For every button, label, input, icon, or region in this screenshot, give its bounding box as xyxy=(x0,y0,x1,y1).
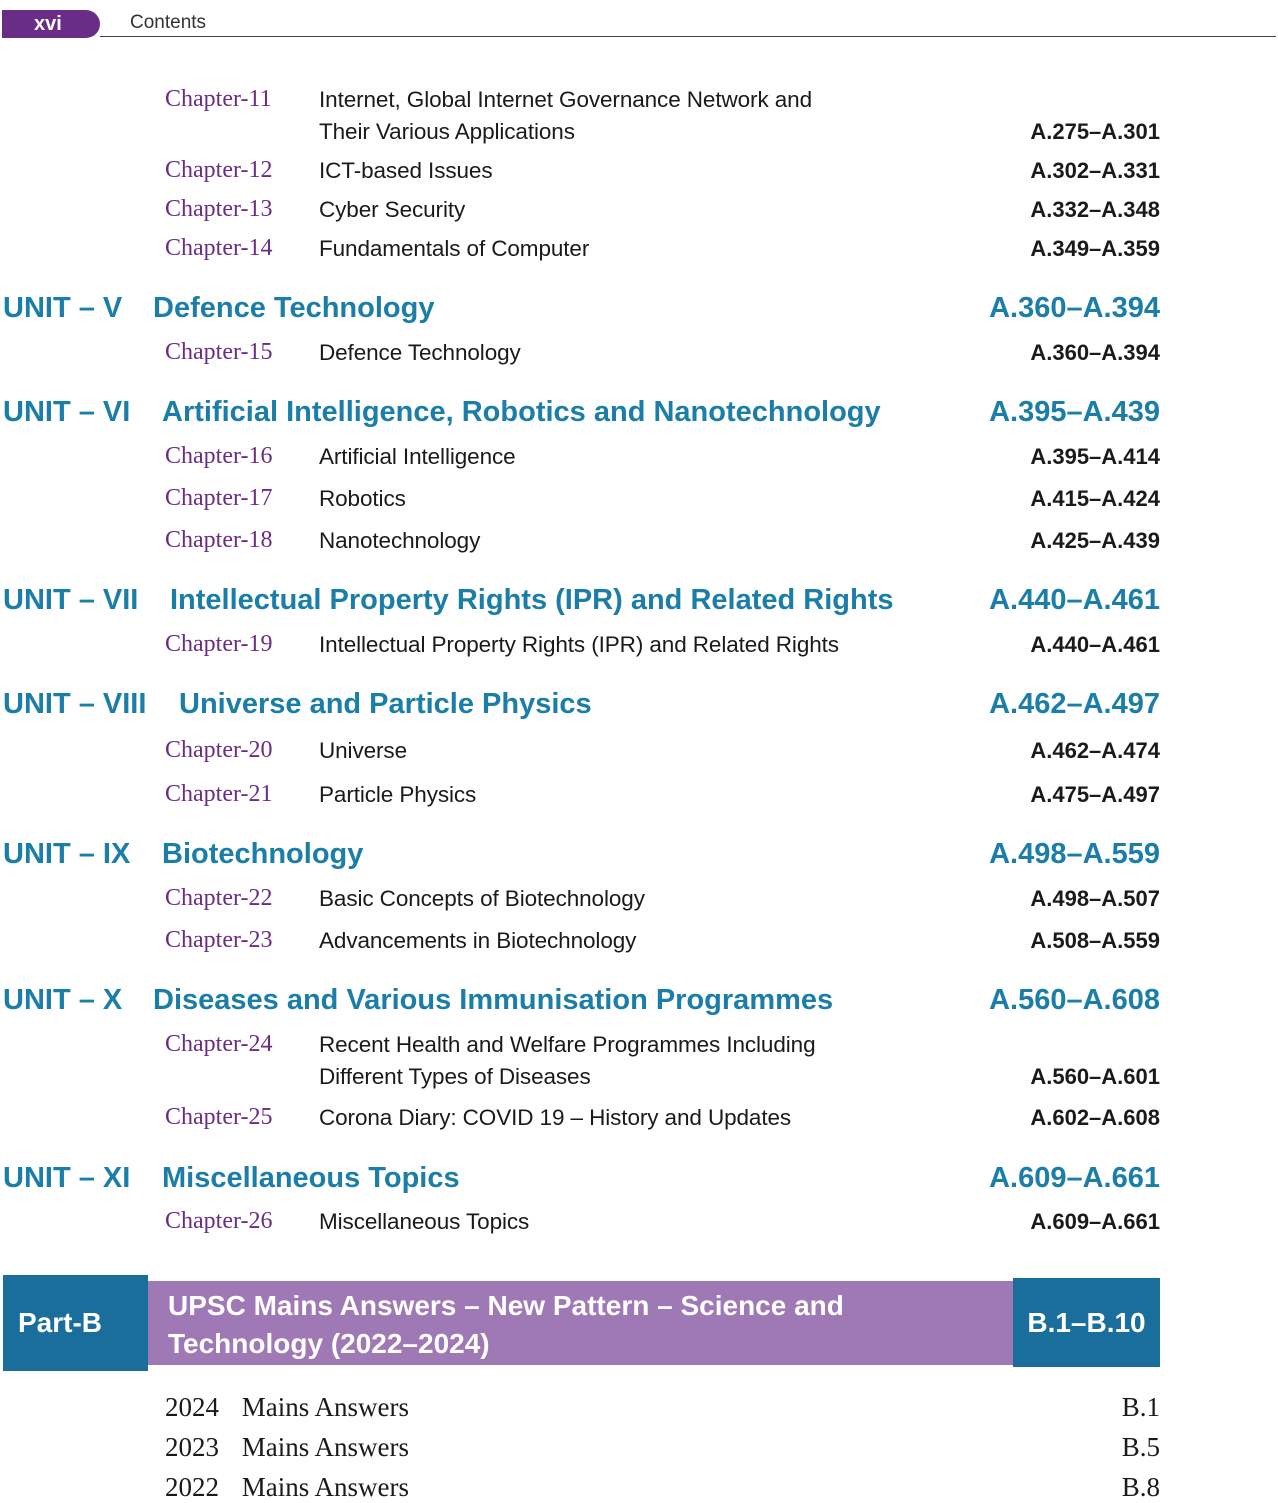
part-b-title-line: Technology (2022–2024) xyxy=(168,1328,490,1359)
unit-title: Universe and Particle Physics xyxy=(179,688,592,720)
chapter-number: Chapter-26 xyxy=(165,1208,273,1234)
unit-title: Intellectual Property Rights (IPR) and Related Rights xyxy=(170,584,894,616)
chapter-number: Chapter-23 xyxy=(165,927,273,953)
part-b-label: Part-B xyxy=(3,1275,148,1371)
chapter-title-continued: Their Various Applications xyxy=(319,119,575,144)
unit-pages: A.462–A.497 xyxy=(989,688,1160,720)
mains-entry xyxy=(165,1392,409,1423)
chapter-title: Artificial Intelligence xyxy=(319,444,516,469)
chapter-number: Chapter-24 xyxy=(165,1031,273,1057)
unit-label: UNIT – V xyxy=(3,292,123,324)
unit-label: UNIT – VI xyxy=(3,396,131,428)
chapter-title: Intellectual Property Rights (IPR) and Related Rights xyxy=(319,632,839,657)
page-number-badge: xvi xyxy=(2,10,100,38)
chapter-pages: A.349–A.359 xyxy=(1030,236,1160,261)
part-b-title xyxy=(168,1287,888,1363)
unit-label: UNIT – VII xyxy=(3,584,139,616)
chapter-pages: A.560–A.601 xyxy=(1030,1064,1160,1089)
mains-year: 2023 xyxy=(165,1432,219,1462)
chapter-pages: A.302–A.331 xyxy=(1030,158,1160,183)
chapter-number: Chapter-11 xyxy=(165,86,272,112)
unit-pages: A.560–A.608 xyxy=(989,984,1160,1016)
chapter-title: Corona Diary: COVID 19 – History and Updates xyxy=(319,1105,792,1130)
mains-entry xyxy=(165,1472,409,1503)
chapter-title: Recent Health and Welfare Programmes Including xyxy=(319,1032,816,1057)
chapter-number: Chapter-20 xyxy=(165,737,273,763)
unit-title: Defence Technology xyxy=(153,292,435,324)
chapter-number: Chapter-18 xyxy=(165,527,273,553)
part-b-banner[interactable] xyxy=(3,1275,1160,1371)
chapter-number: Chapter-16 xyxy=(165,443,273,469)
chapter-pages: A.498–A.507 xyxy=(1030,886,1160,911)
chapter-number: Chapter-15 xyxy=(165,339,273,365)
part-b-title-box xyxy=(148,1281,1014,1365)
header-rule xyxy=(100,36,1276,37)
mains-title: Mains Answers xyxy=(241,1432,409,1462)
chapter-number: Chapter-22 xyxy=(165,885,273,911)
part-b-title-line: UPSC Mains Answers – New Pattern – Science and xyxy=(168,1290,844,1321)
mains-pages: B.5 xyxy=(1121,1432,1160,1462)
unit-title: Biotechnology xyxy=(162,838,364,870)
chapter-title: Cyber Security xyxy=(319,197,466,222)
unit-pages: A.498–A.559 xyxy=(989,838,1160,870)
chapter-number: Chapter-12 xyxy=(165,157,273,183)
unit-label: UNIT – VIII xyxy=(3,688,147,720)
chapter-title: Advancements in Biotechnology xyxy=(319,928,637,953)
mains-entry xyxy=(165,1432,409,1463)
chapter-pages: A.508–A.559 xyxy=(1030,928,1160,953)
chapter-title: Particle Physics xyxy=(319,782,477,807)
unit-label: UNIT – IX xyxy=(3,838,131,870)
part-b-pages: B.1–B.10 xyxy=(1013,1278,1160,1367)
chapter-number: Chapter-21 xyxy=(165,781,273,807)
chapter-pages: A.275–A.301 xyxy=(1030,119,1160,144)
unit-pages: A.609–A.661 xyxy=(989,1162,1160,1194)
chapter-title: Universe xyxy=(319,738,407,763)
chapter-pages: A.425–A.439 xyxy=(1030,528,1160,553)
unit-pages: A.360–A.394 xyxy=(989,292,1160,324)
chapter-number: Chapter-19 xyxy=(165,631,273,657)
mains-title: Mains Answers xyxy=(241,1472,409,1502)
chapter-pages: A.462–A.474 xyxy=(1030,738,1160,763)
chapter-pages: A.475–A.497 xyxy=(1030,782,1160,807)
unit-title: Miscellaneous Topics xyxy=(162,1162,460,1194)
mains-year: 2022 xyxy=(165,1472,219,1502)
chapter-pages: A.415–A.424 xyxy=(1030,486,1160,511)
chapter-number: Chapter-13 xyxy=(165,196,273,222)
chapter-title: Defence Technology xyxy=(319,340,521,365)
chapter-number: Chapter-14 xyxy=(165,235,273,261)
chapter-title: Robotics xyxy=(319,486,406,511)
unit-label: UNIT – XI xyxy=(3,1162,131,1194)
chapter-title-continued: Different Types of Diseases xyxy=(319,1064,591,1089)
chapter-title: ICT-based Issues xyxy=(319,158,493,183)
chapter-pages: A.360–A.394 xyxy=(1030,340,1160,365)
chapter-pages: A.395–A.414 xyxy=(1030,444,1160,469)
mains-pages: B.1 xyxy=(1121,1392,1160,1422)
mains-title: Mains Answers xyxy=(241,1392,409,1422)
running-header xyxy=(0,0,1278,40)
chapter-title: Internet, Global Internet Governance Network and xyxy=(319,87,812,112)
unit-pages: A.440–A.461 xyxy=(989,584,1160,616)
mains-year: 2024 xyxy=(165,1392,219,1422)
unit-title: Diseases and Various Immunisation Programmes xyxy=(153,984,834,1016)
unit-pages: A.395–A.439 xyxy=(989,396,1160,428)
chapter-title: Nanotechnology xyxy=(319,528,481,553)
chapter-number: Chapter-17 xyxy=(165,485,273,511)
chapter-pages: A.609–A.661 xyxy=(1030,1209,1160,1234)
unit-label: UNIT – X xyxy=(3,984,123,1016)
chapter-title: Fundamentals of Computer xyxy=(319,236,590,261)
mains-pages: B.8 xyxy=(1121,1472,1160,1502)
running-header-title: Contents xyxy=(130,12,207,33)
chapter-pages: A.332–A.348 xyxy=(1030,197,1160,222)
chapter-number: Chapter-25 xyxy=(165,1104,273,1130)
chapter-pages: A.602–A.608 xyxy=(1030,1105,1160,1130)
chapter-title: Miscellaneous Topics xyxy=(319,1209,530,1234)
chapter-title: Basic Concepts of Biotechnology xyxy=(319,886,645,911)
unit-title: Artificial Intelligence, Robotics and Nanotechnology xyxy=(162,396,881,428)
chapter-pages: A.440–A.461 xyxy=(1030,632,1160,657)
